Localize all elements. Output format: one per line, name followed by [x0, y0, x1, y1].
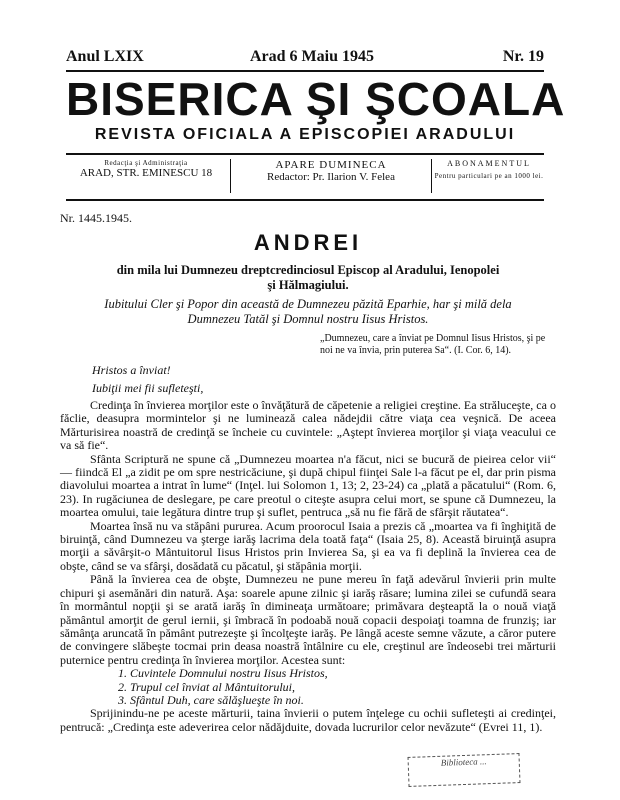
greeting: [60, 297, 556, 327]
abonament-label: ABONAMENTUL: [447, 159, 531, 168]
abonament-block: [434, 159, 544, 180]
salutation-easter: Hristos a înviat!: [92, 363, 171, 377]
journal-title: BISERICA ŞI ŞCOALA: [66, 73, 566, 125]
masthead-rule: [66, 70, 544, 72]
paragraph: Sfânta Scriptură ne spune că „Dumnezeu moartea n'a făcut, nici se bucură de pieirea celor vii“ — fiindcă El „a zidit pe om spre nestricăciune, şi după chipul fiinţei Sale l-a făcut pe el, dar prin pisma diavolului moartea a intrat în lume“ (Inţel. lui Solomon 1, 13; 2, 23-24) ca „plată a păcatului“ (Rom. 6, 23). In rugăciunea de deslegare, pe care preotul o citeşte asupra celui mort, se spune că Dumnezeu, la moartea omului, taie legătura dintre trup şi suflet, pentruca „să nu fie fără de sfârşit răutatea“.: [60, 451, 556, 520]
list-item: 1. Cuvintele Domnului nostru Iisus Hristos,: [118, 666, 328, 681]
stamp-text: Biblioteca ...: [440, 756, 487, 768]
redactia-label: Redacţia şi Administraţia: [104, 159, 188, 167]
journal-subtitle: REVISTA OFICIALA A EPISCOPIEI ARADULUI: [94, 126, 516, 143]
redactia-block: [66, 159, 226, 179]
byline-line-1: din mila lui Dumnezeu dreptcredinciosul Episcop al Aradului, Ienopolei: [116, 263, 500, 277]
document-reference: Nr. 1445.1945.: [60, 211, 132, 225]
paragraph: Sprijinindu-ne pe aceste mărturii, taina învierii o putem înţelege cu ochii sufleteşti ai credinţei, pentrucă: „Credinţa este adeverirea celor nădăjduite, dovada lucrurilor celor nevăzute“ (Evrei 11, 1).: [60, 706, 556, 734]
paragraph: Credinţa în învierea morţilor este o învăţătură de căpetenie a religiei creştine. Ea străluceşte, ca o făclie, deasupra mormintelor şi ne luminează calea nădejdii către viaţa cea veşnică. De aceea Mărturisirea noastră de credinţă se încheie cu cuvintele: „Aştept învierea morţilor şi viaţa veacului ce va să fie“.: [60, 398, 556, 453]
info-box: [66, 153, 544, 201]
paragraph: Până la învierea cea de obşte, Dumnezeu ne pune mereu în faţă adevărul învierii prin multe chipuri şi asemănări din natură. Aşa: soarele apune zilnic şi iarăş răsare; lumina zilei se cufundă seara în mormântul nopţii şi se arată iarăş în dimineaţa următoare; primăvara deşteaptă la o nouă viaţă pământul amorţit de gerul iernii, şi îmbracă în podoabă nouă copacii despoiaţi toamna de frunziş; iar sămânţa aruncată în pământ putrezeşte şi încolţeşte iarăş. Pe lângă aceste semne văzute, a căror putere de convingere slăbeşte tocmai prin deasa noastră întâlnire cu ele, creştinul are îndeosebi trei mărturii puternice pentru credinţa în învierea morţilor. Acestea sunt:: [60, 572, 556, 667]
letter-body: [60, 399, 556, 734]
redactor-name: Redactor: Pr. Ilarion V. Felea: [267, 171, 395, 183]
document-heading: ANDREI: [253, 230, 363, 255]
issue-date: Arad 6 Maiu 1945: [250, 48, 374, 65]
redactia-address: ARAD, STR. EMINESCU 18: [79, 167, 213, 179]
salutation-address: Iubiţii mei fii sufleteşti,: [92, 381, 204, 395]
byline-line-2: şi Hălmagiului.: [267, 278, 349, 292]
apare-block: [230, 159, 432, 193]
abonament-text: Pentru particulari pe an 1000 lei.: [434, 172, 544, 180]
library-stamp: [408, 753, 521, 787]
motto: „Dumnezeu, care a înviat pe Domnul Iisus Hristos, şi pe noi ne va învia, prin puterea Sa“. (I. Cor. 6, 14).: [320, 333, 546, 356]
year-label: Anul LXIX: [66, 48, 144, 65]
greeting-line-2: Dumnezeu Tatăl şi Domnul nostru Iisus Hristos.: [187, 312, 429, 326]
list-item: 3. Sfântul Duh, care sălăşlueşte în noi.: [118, 692, 304, 707]
issue-number: Nr. 19: [502, 48, 544, 65]
greeting-line-1: Iubitului Cler şi Popor din această de Dumnezeu păzită Eparhie, har şi milă dela: [104, 297, 512, 311]
list-item: 2. Trupul cel înviat al Mântuitorului,: [118, 679, 295, 694]
apare-label: APARE DUMINECA: [275, 159, 387, 171]
paragraph: Moartea însă nu va stăpâni pururea. Acum proorocul Isaia a prezis că „moartea va fi înghiţită de biruinţă, când Dumnezeu va şterge iarăş lacrima dela toată faţa“ (Isaia 25, 8). Această biruinţă asupra morţii a săvârşit-o Mântuitorul Iisus Hristos prin Invierea Sa, şi ea va fi deplină la învierea cea de obşte, când se va sfârşi, dosădată cu păcatul, şi stăpânia morţii.: [60, 518, 556, 573]
byline: [60, 263, 556, 293]
